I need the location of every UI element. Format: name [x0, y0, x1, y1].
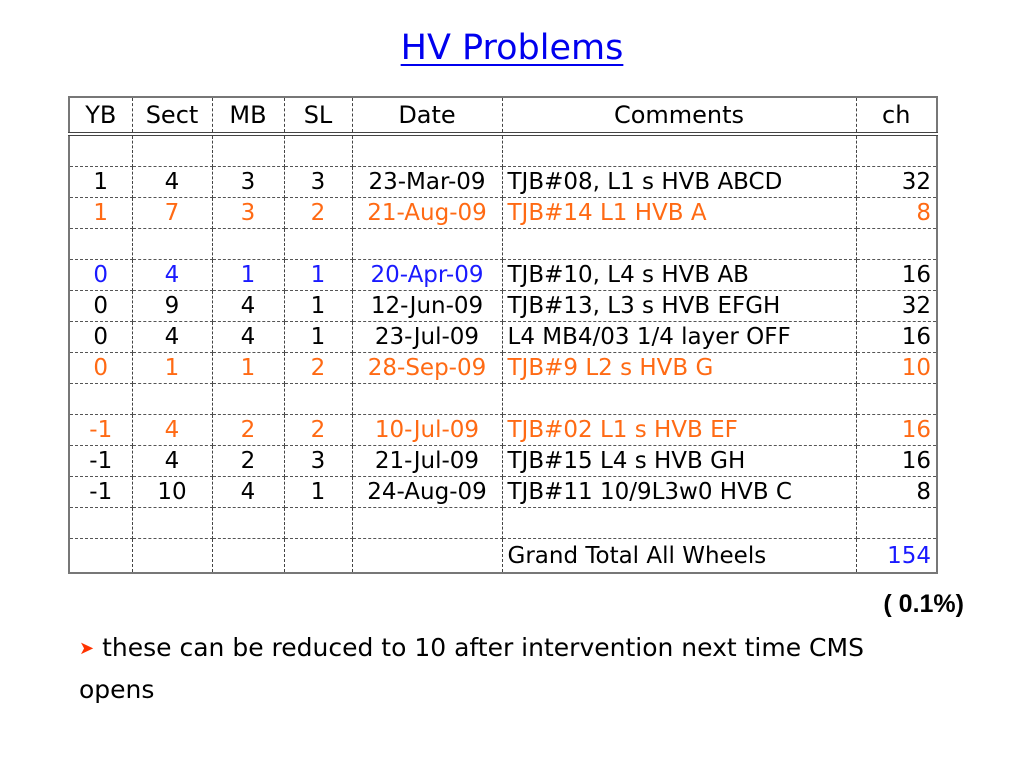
- cell-mb: [212, 229, 284, 260]
- cell-ch: 32: [856, 167, 937, 198]
- cell-sl: 3: [284, 446, 352, 477]
- hv-problems-table: [68, 96, 938, 574]
- cell-sl: [284, 229, 352, 260]
- table-row: [69, 291, 937, 322]
- cell-sect: [132, 134, 212, 167]
- cell-date: [352, 384, 502, 415]
- cell-mb: 1: [212, 353, 284, 384]
- cell-date: [352, 508, 502, 539]
- cell-sect: 4: [132, 415, 212, 446]
- bullet-point: [79, 627, 939, 710]
- cell-sl: 2: [284, 353, 352, 384]
- header-comments: Comments: [502, 97, 856, 134]
- cell-date: 23-Mar-09: [352, 167, 502, 198]
- cell-comments: TJB#13, L3 s HVB EFGH: [502, 291, 856, 322]
- cell-sect: [132, 384, 212, 415]
- table-header-row: [69, 97, 937, 134]
- cell-comments: TJB#08, L1 s HVB ABCD: [502, 167, 856, 198]
- cell-sl: [284, 384, 352, 415]
- hv-problems-table-container: [68, 96, 938, 574]
- cell-sect: 4: [132, 260, 212, 291]
- table-row: [69, 446, 937, 477]
- table-row: [69, 353, 937, 384]
- cell-mb: 2: [212, 446, 284, 477]
- cell-sl: 1: [284, 291, 352, 322]
- cell-yb: 1: [69, 198, 132, 229]
- cell-date: 24-Aug-09: [352, 477, 502, 508]
- cell-sect: 10: [132, 477, 212, 508]
- cell-sl: [284, 134, 352, 167]
- cell-mb: [212, 508, 284, 539]
- cell-comments: TJB#02 L1 s HVB EF: [502, 415, 856, 446]
- cell-sect: 4: [132, 322, 212, 353]
- cell-sl: 1: [284, 260, 352, 291]
- cell-sect: 7: [132, 198, 212, 229]
- cell-yb: 0: [69, 260, 132, 291]
- cell-ch: [856, 508, 937, 539]
- cell-sect: 9: [132, 291, 212, 322]
- cell-date: 23-Jul-09: [352, 322, 502, 353]
- cell-comments: TJB#9 L2 s HVB G: [502, 353, 856, 384]
- cell-yb: 0: [69, 291, 132, 322]
- table-row: [69, 260, 937, 291]
- total-empty-cell: [284, 539, 352, 574]
- arrow-bullet-icon: ➤: [79, 638, 95, 659]
- table-row: [69, 322, 937, 353]
- cell-yb: 0: [69, 322, 132, 353]
- grand-total-label: Grand Total All Wheels: [502, 539, 856, 574]
- grand-total-value: 154: [856, 539, 937, 574]
- page-title: HV Problems: [400, 28, 624, 68]
- cell-yb: [69, 134, 132, 167]
- table-row: [69, 477, 937, 508]
- total-empty-cell: [212, 539, 284, 574]
- cell-comments: [502, 229, 856, 260]
- table-spacer-row: [69, 229, 937, 260]
- cell-yb: 0: [69, 353, 132, 384]
- header-sect: Sect: [132, 97, 212, 134]
- cell-mb: [212, 384, 284, 415]
- table-row: [69, 167, 937, 198]
- cell-ch: 16: [856, 322, 937, 353]
- cell-date: [352, 134, 502, 167]
- cell-ch: 32: [856, 291, 937, 322]
- cell-date: 28-Sep-09: [352, 353, 502, 384]
- cell-ch: 16: [856, 415, 937, 446]
- cell-sl: [284, 508, 352, 539]
- cell-sect: 1: [132, 353, 212, 384]
- cell-mb: 2: [212, 415, 284, 446]
- header-ch: ch: [856, 97, 937, 134]
- header-date: Date: [352, 97, 502, 134]
- cell-sl: 1: [284, 477, 352, 508]
- table-spacer-row: [69, 384, 937, 415]
- cell-comments: TJB#11 10/9L3w0 HVB C: [502, 477, 856, 508]
- table-row: [69, 415, 937, 446]
- cell-sl: 2: [284, 415, 352, 446]
- cell-yb: [69, 229, 132, 260]
- cell-ch: 8: [856, 477, 937, 508]
- cell-yb: 1: [69, 167, 132, 198]
- cell-ch: 8: [856, 198, 937, 229]
- cell-date: 21-Jul-09: [352, 446, 502, 477]
- cell-mb: 3: [212, 167, 284, 198]
- cell-ch: 10: [856, 353, 937, 384]
- total-empty-cell: [352, 539, 502, 574]
- cell-ch: 16: [856, 446, 937, 477]
- cell-mb: 1: [212, 260, 284, 291]
- grand-total-row: [69, 539, 937, 574]
- cell-sl: 2: [284, 198, 352, 229]
- table-row: [69, 198, 937, 229]
- cell-mb: 4: [212, 477, 284, 508]
- cell-ch: [856, 134, 937, 167]
- cell-date: 21-Aug-09: [352, 198, 502, 229]
- header-sl: SL: [284, 97, 352, 134]
- cell-sect: 4: [132, 167, 212, 198]
- cell-date: 20-Apr-09: [352, 260, 502, 291]
- cell-sect: [132, 229, 212, 260]
- cell-ch: [856, 384, 937, 415]
- table-spacer-row: [69, 508, 937, 539]
- cell-yb: -1: [69, 477, 132, 508]
- table-spacer-row: [69, 134, 937, 167]
- bullet-text: these can be reduced to 10 after intervention next time CMS opens: [79, 633, 864, 704]
- cell-comments: [502, 508, 856, 539]
- cell-comments: [502, 384, 856, 415]
- cell-sl: 1: [284, 322, 352, 353]
- cell-date: 10-Jul-09: [352, 415, 502, 446]
- header-yb: YB: [69, 97, 132, 134]
- header-mb: MB: [212, 97, 284, 134]
- cell-yb: [69, 508, 132, 539]
- total-empty-cell: [69, 539, 132, 574]
- cell-yb: -1: [69, 446, 132, 477]
- percentage-note: ( 0.1%): [883, 590, 964, 618]
- cell-sect: [132, 508, 212, 539]
- cell-comments: TJB#14 L1 HVB A: [502, 198, 856, 229]
- cell-ch: 16: [856, 260, 937, 291]
- cell-sl: 3: [284, 167, 352, 198]
- cell-comments: [502, 134, 856, 167]
- cell-comments: TJB#15 L4 s HVB GH: [502, 446, 856, 477]
- cell-ch: [856, 229, 937, 260]
- cell-comments: TJB#10, L4 s HVB AB: [502, 260, 856, 291]
- cell-date: [352, 229, 502, 260]
- cell-comments: L4 MB4/03 1/4 layer OFF: [502, 322, 856, 353]
- cell-yb: -1: [69, 415, 132, 446]
- cell-mb: 3: [212, 198, 284, 229]
- cell-yb: [69, 384, 132, 415]
- cell-mb: 4: [212, 291, 284, 322]
- cell-date: 12-Jun-09: [352, 291, 502, 322]
- cell-mb: 4: [212, 322, 284, 353]
- cell-mb: [212, 134, 284, 167]
- total-empty-cell: [132, 539, 212, 574]
- cell-sect: 4: [132, 446, 212, 477]
